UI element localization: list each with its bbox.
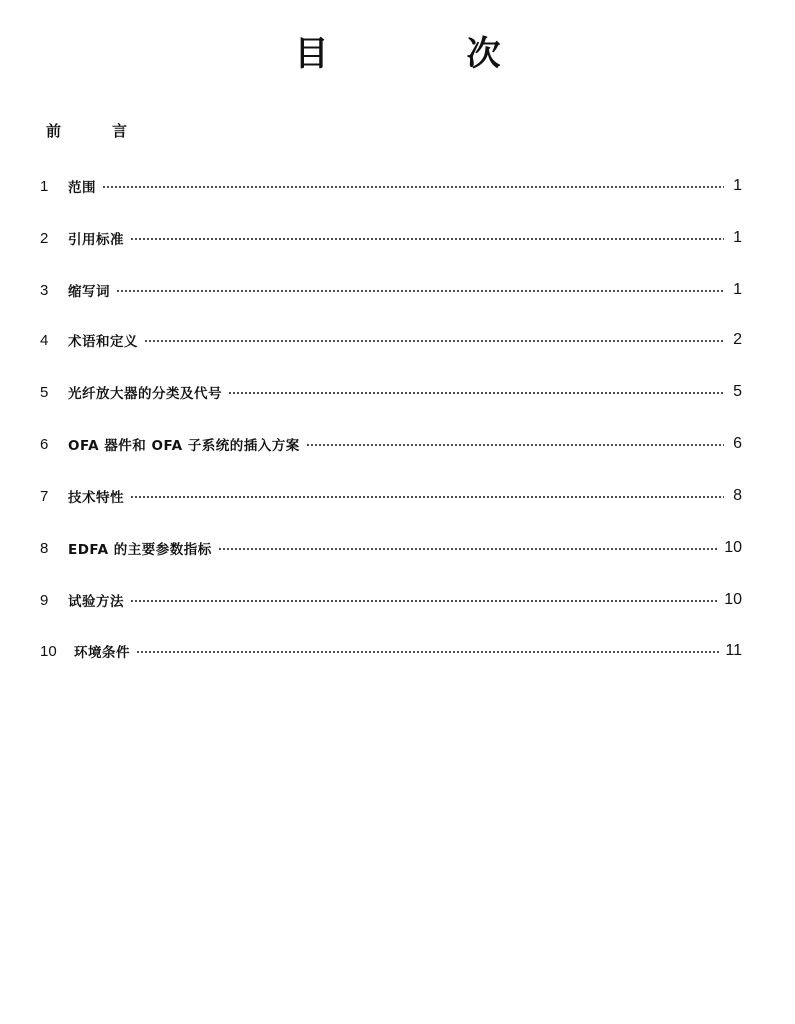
toc-entry [40,279,742,301]
toc-entry [40,640,742,662]
toc-entry-label: 环境条件 [74,645,130,661]
toc-entry-page: 1 [733,177,742,194]
toc-entry-page: 1 [733,281,742,298]
toc-entry-number: 7 [40,487,49,505]
toc-entry-page: 10 [724,591,742,608]
toc-entry-label: 范围 [68,180,96,196]
toc-entry-number: 9 [40,591,49,609]
dot-leader [228,392,724,394]
dot-leader [102,186,724,188]
toc-entry-page: 11 [725,642,742,659]
toc-entry-label: 试验方法 [68,594,124,610]
dot-leader [130,238,724,240]
dot-leader [144,340,724,342]
toc-entry-number: 6 [40,435,49,453]
toc-entry-number: 3 [40,281,49,299]
toc-entry-page: 1 [733,229,742,246]
toc-entry-number: 5 [40,383,49,401]
toc-entry-page: 6 [733,435,742,452]
toc-entry-page: 8 [733,487,742,504]
toc-entry [40,537,742,559]
toc-entry-number: 8 [40,539,49,557]
toc-entry-label: 引用标准 [68,232,124,248]
dot-leader [116,290,724,292]
dot-leader [218,548,718,550]
toc-entry-page: 5 [733,383,742,400]
toc-entry [40,175,742,197]
toc-entry-label: OFA 器件和 OFA 子系统的插入方案 [68,438,300,454]
toc-entry [40,433,742,455]
toc-entry [40,589,742,611]
dot-leader [130,496,724,498]
page-title: 目 次 [294,34,553,74]
toc-entry-label: 术语和定义 [68,334,138,350]
toc-entry [40,329,742,351]
toc-entry-number: 4 [40,331,49,349]
toc-entry [40,381,742,403]
toc-entry-page: 10 [724,539,742,556]
toc-entry-label: 缩写词 [68,284,110,300]
toc-entry-label: EDFA 的主要参数指标 [68,542,212,558]
toc-entry-number: 2 [40,229,49,247]
toc-entry-number: 10 [40,642,57,660]
preface-label: 前 言 [46,122,146,140]
toc-entry-label: 光纤放大器的分类及代号 [68,386,222,402]
toc-entry [40,227,742,249]
toc-entry-label: 技术特性 [68,490,124,506]
dot-leader [306,444,724,446]
dot-leader [136,651,719,653]
toc-entry [40,485,742,507]
dot-leader [130,600,718,602]
toc-entry-number: 1 [40,177,49,195]
toc-entry-page: 2 [733,331,742,348]
